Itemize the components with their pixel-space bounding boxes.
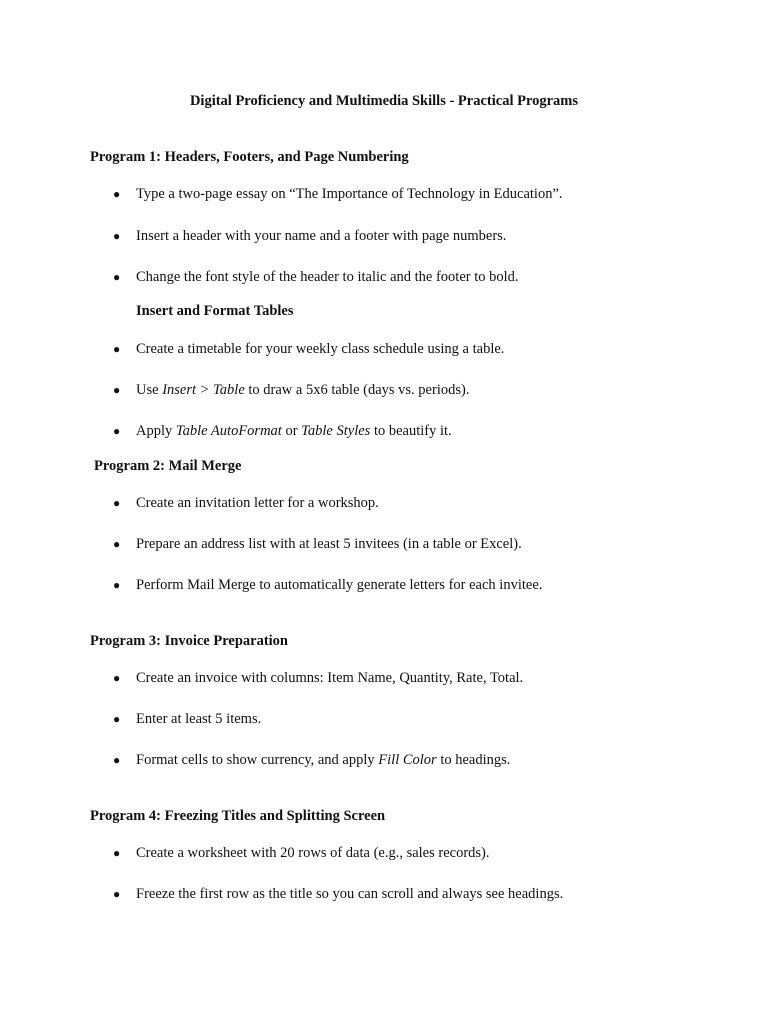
bullet-icon: ● (113, 712, 121, 726)
list-item-text: Enter at least 5 items. (136, 711, 262, 727)
text-run: or (281, 423, 302, 439)
program-1-heading: Program 1: Headers, Footers, and Page Numbering (90, 149, 409, 165)
bullet-icon: ● (113, 383, 121, 397)
italic-run: Table AutoFormat (175, 423, 282, 439)
bullet-icon: ● (113, 424, 121, 438)
list-item-text: Perform Mail Merge to automatically generate letters for each invitee. (136, 577, 543, 593)
list-item-text: Create an invitation letter for a workshop. (136, 495, 379, 511)
text-run: to beautify it. (370, 423, 452, 439)
program-2-heading: Program 2: Mail Merge (94, 458, 242, 474)
text-run: to headings. (436, 752, 511, 768)
bullet-icon: ● (113, 753, 121, 767)
bullet-icon: ● (113, 671, 121, 685)
list-item-text (136, 381, 469, 400)
text-run: Use (136, 382, 163, 398)
bullet-icon: ● (113, 342, 121, 356)
list-item-text: Create a worksheet with 20 rows of data (e.g., sales records). (136, 845, 490, 861)
italic-run: Table Styles (301, 423, 371, 439)
text-run: Format cells to show currency, and apply (136, 752, 379, 768)
bullet-icon: ● (113, 578, 121, 592)
list-item-text: Type a two-page essay on “The Importance of Technology in Education”. (136, 186, 563, 202)
text-run: to draw a 5x6 table (days vs. periods). (244, 382, 470, 398)
bullet-icon: ● (113, 537, 121, 551)
list-item-text: Create an invoice with columns: Item Name, Quantity, Rate, Total. (136, 670, 524, 686)
list-item-text: Freeze the first row as the title so you can scroll and always see headings. (136, 886, 564, 902)
document-title: Digital Proficiency and Multimedia Skills - Practical Programs (189, 93, 579, 109)
bullet-icon: ● (113, 187, 121, 201)
list-item-text: Change the font style of the header to italic and the footer to bold. (136, 269, 519, 285)
list-item-text (136, 751, 510, 770)
bullet-icon: ● (113, 270, 121, 284)
bullet-icon: ● (113, 887, 121, 901)
subheading-insert-format-tables: Insert and Format Tables (136, 303, 294, 319)
list-item-text (136, 422, 452, 441)
text-run: Apply (136, 423, 176, 439)
list-item-text: Insert a header with your name and a footer with page numbers. (136, 228, 507, 244)
program-4-heading: Program 4: Freezing Titles and Splitting Screen (90, 808, 386, 824)
program-3-heading: Program 3: Invoice Preparation (90, 633, 288, 649)
bullet-icon: ● (113, 229, 121, 243)
italic-run: Insert > Table (162, 382, 245, 398)
list-item-text: Prepare an address list with at least 5 invitees (in a table or Excel). (136, 536, 522, 552)
list-item-text: Create a timetable for your weekly class schedule using a table. (136, 341, 505, 357)
italic-run: Fill Color (378, 752, 437, 768)
bullet-icon: ● (113, 496, 121, 510)
bullet-icon: ● (113, 846, 121, 860)
